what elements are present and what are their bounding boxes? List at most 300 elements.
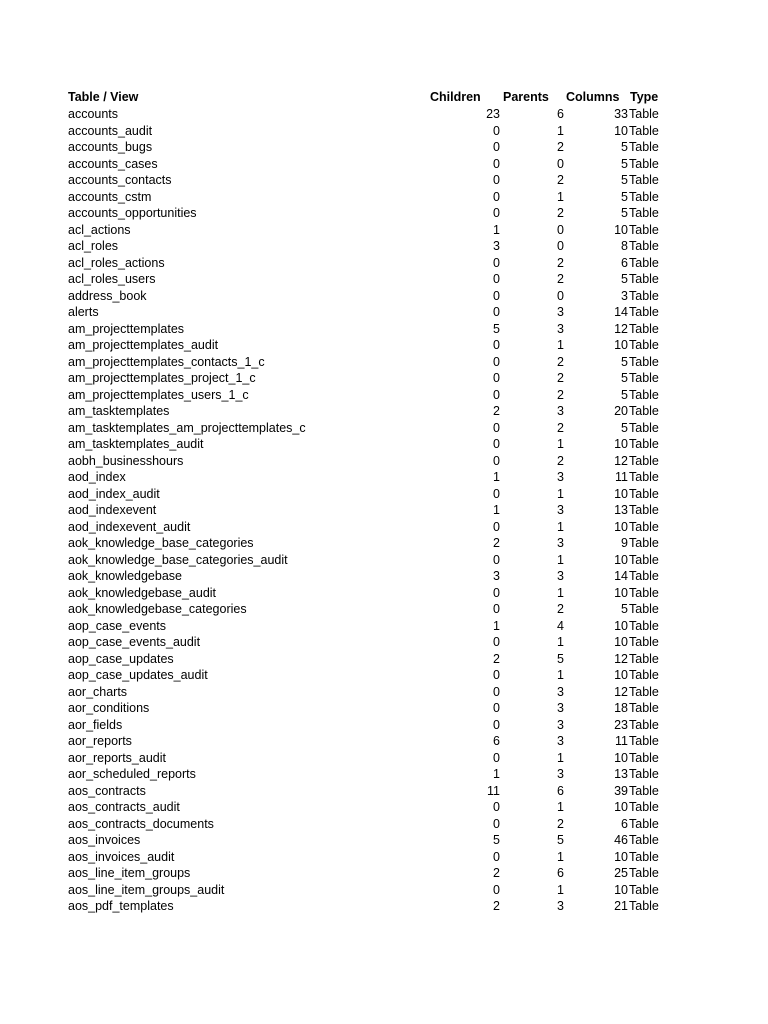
row-children: 0 bbox=[493, 717, 500, 732]
row-columns: 10 bbox=[614, 437, 628, 451]
row-name: aor_conditions bbox=[68, 701, 150, 715]
row-parents: 4 bbox=[557, 618, 564, 633]
row-children: 1 bbox=[493, 222, 500, 237]
table-row bbox=[68, 403, 668, 420]
row-columns: 5 bbox=[621, 189, 628, 204]
row-type: Table bbox=[629, 239, 659, 253]
row-parents: 3 bbox=[557, 305, 564, 319]
row-children: 0 bbox=[493, 156, 500, 171]
row-parents: 1 bbox=[557, 486, 564, 501]
row-type: Table bbox=[629, 866, 659, 880]
row-parents: 2 bbox=[557, 272, 564, 286]
row-name: aop_case_updates_audit bbox=[68, 668, 208, 682]
row-children: 0 bbox=[493, 288, 500, 303]
row-columns: 9 bbox=[621, 536, 628, 550]
row-parents: 1 bbox=[557, 519, 564, 534]
row-columns: 5 bbox=[621, 206, 628, 220]
row-type: Table bbox=[629, 816, 659, 831]
row-columns: 11 bbox=[615, 734, 628, 748]
table-row bbox=[68, 700, 668, 717]
row-columns: 14 bbox=[614, 305, 628, 319]
row-type: Table bbox=[629, 470, 659, 484]
row-columns: 14 bbox=[614, 569, 628, 583]
row-children: 0 bbox=[493, 602, 500, 616]
row-parents: 3 bbox=[557, 503, 564, 517]
row-type: Table bbox=[629, 882, 659, 897]
row-name: alerts bbox=[68, 305, 99, 319]
row-children: 0 bbox=[493, 800, 500, 814]
row-name: am_projecttemplates_audit bbox=[68, 338, 219, 352]
row-type: Table bbox=[629, 206, 659, 220]
row-type: Table bbox=[629, 288, 659, 303]
table-row bbox=[68, 172, 668, 189]
table-row bbox=[68, 288, 668, 305]
row-name: aod_index bbox=[68, 470, 126, 484]
table-row bbox=[68, 882, 668, 899]
row-name: aok_knowledge_base_categories_audit bbox=[68, 552, 288, 567]
table-row bbox=[68, 898, 668, 915]
row-parents: 2 bbox=[557, 173, 564, 187]
row-parents: 2 bbox=[557, 140, 564, 154]
row-children: 11 bbox=[487, 783, 500, 798]
row-children: 0 bbox=[493, 371, 500, 385]
row-columns: 10 bbox=[614, 585, 628, 600]
row-parents: 2 bbox=[557, 371, 564, 385]
row-type: Table bbox=[629, 420, 659, 435]
row-name: aos_line_item_groups bbox=[68, 866, 191, 880]
row-parents: 1 bbox=[557, 635, 564, 649]
row-parents: 1 bbox=[557, 189, 564, 204]
row-type: Table bbox=[629, 800, 659, 814]
row-parents: 6 bbox=[557, 783, 564, 798]
row-parents: 3 bbox=[557, 734, 564, 748]
row-children: 2 bbox=[493, 899, 500, 913]
row-name: aok_knowledgebase bbox=[68, 569, 182, 583]
row-type: Table bbox=[629, 585, 659, 600]
row-type: Table bbox=[629, 321, 659, 336]
row-parents: 3 bbox=[557, 470, 564, 484]
row-children: 0 bbox=[493, 519, 500, 534]
row-children: 5 bbox=[493, 321, 500, 336]
row-parents: 2 bbox=[557, 602, 564, 616]
row-type: Table bbox=[629, 437, 659, 451]
table-row bbox=[68, 321, 668, 338]
row-children: 0 bbox=[493, 684, 500, 699]
row-type: Table bbox=[629, 338, 659, 352]
table-row bbox=[68, 733, 668, 750]
row-children: 0 bbox=[493, 585, 500, 600]
row-type: Table bbox=[629, 404, 659, 418]
row-children: 1 bbox=[493, 618, 500, 633]
row-type: Table bbox=[629, 833, 659, 847]
table-header-row bbox=[68, 89, 668, 106]
row-parents: 3 bbox=[557, 717, 564, 732]
row-children: 0 bbox=[493, 123, 500, 138]
row-name: accounts_opportunities bbox=[68, 206, 197, 220]
row-columns: 10 bbox=[614, 618, 628, 633]
row-type: Table bbox=[629, 734, 659, 748]
row-name: am_tasktemplates bbox=[68, 404, 170, 418]
row-parents: 2 bbox=[557, 354, 564, 369]
row-name: am_tasktemplates_audit bbox=[68, 437, 204, 451]
table-row bbox=[68, 337, 668, 354]
row-children: 0 bbox=[493, 437, 500, 451]
row-columns: 5 bbox=[621, 173, 628, 187]
row-parents: 0 bbox=[557, 239, 564, 253]
row-parents: 1 bbox=[557, 668, 564, 682]
row-parents: 0 bbox=[557, 288, 564, 303]
header-children: Children bbox=[430, 90, 481, 104]
row-parents: 3 bbox=[557, 536, 564, 550]
row-columns: 5 bbox=[621, 387, 628, 402]
row-children: 1 bbox=[493, 470, 500, 484]
row-parents: 3 bbox=[557, 899, 564, 913]
row-parents: 1 bbox=[557, 800, 564, 814]
row-name: aor_reports bbox=[68, 734, 132, 748]
row-columns: 21 bbox=[614, 899, 628, 913]
row-columns: 5 bbox=[621, 156, 628, 171]
row-columns: 8 bbox=[621, 239, 628, 253]
row-name: accounts_cstm bbox=[68, 189, 152, 204]
row-name: aok_knowledge_base_categories bbox=[68, 536, 254, 550]
row-parents: 2 bbox=[557, 387, 564, 402]
row-columns: 13 bbox=[614, 503, 628, 517]
row-type: Table bbox=[629, 783, 659, 798]
row-parents: 3 bbox=[557, 569, 564, 583]
row-name: aod_indexevent_audit bbox=[68, 519, 191, 534]
row-type: Table bbox=[629, 684, 659, 699]
row-type: Table bbox=[629, 305, 659, 319]
row-name: accounts_bugs bbox=[68, 140, 153, 154]
row-parents: 5 bbox=[557, 651, 564, 666]
row-columns: 6 bbox=[621, 816, 628, 831]
row-parents: 2 bbox=[557, 206, 564, 220]
table-row bbox=[68, 271, 668, 288]
row-children: 0 bbox=[493, 140, 500, 154]
table-row bbox=[68, 420, 668, 437]
row-children: 1 bbox=[493, 767, 500, 781]
row-name: accounts_cases bbox=[68, 156, 158, 171]
row-name: aos_invoices bbox=[68, 833, 141, 847]
row-parents: 2 bbox=[557, 255, 564, 270]
row-type: Table bbox=[629, 717, 659, 732]
row-parents: 3 bbox=[557, 684, 564, 699]
table-row bbox=[68, 832, 668, 849]
row-name: aop_case_events_audit bbox=[68, 635, 201, 649]
row-parents: 3 bbox=[557, 767, 564, 781]
table-row bbox=[68, 436, 668, 453]
row-parents: 1 bbox=[557, 338, 564, 352]
row-children: 3 bbox=[493, 239, 500, 253]
row-columns: 39 bbox=[614, 783, 628, 798]
row-columns: 10 bbox=[614, 338, 628, 352]
table-row bbox=[68, 667, 668, 684]
row-parents: 2 bbox=[557, 816, 564, 831]
row-parents: 3 bbox=[557, 701, 564, 715]
row-type: Table bbox=[629, 552, 659, 567]
row-type: Table bbox=[629, 519, 659, 534]
row-children: 0 bbox=[493, 354, 500, 369]
row-parents: 1 bbox=[557, 552, 564, 567]
row-columns: 20 bbox=[614, 404, 628, 418]
row-type: Table bbox=[629, 536, 659, 550]
row-parents: 1 bbox=[557, 849, 564, 864]
row-type: Table bbox=[629, 140, 659, 154]
table-row bbox=[68, 304, 668, 321]
table-row bbox=[68, 618, 668, 635]
row-columns: 46 bbox=[614, 833, 628, 847]
table-row bbox=[68, 469, 668, 486]
row-parents: 3 bbox=[557, 404, 564, 418]
row-children: 0 bbox=[493, 849, 500, 864]
row-name: acl_roles_actions bbox=[68, 255, 165, 270]
row-children: 0 bbox=[493, 206, 500, 220]
row-children: 0 bbox=[493, 338, 500, 352]
row-name: aop_case_events bbox=[68, 618, 166, 633]
row-type: Table bbox=[629, 156, 659, 171]
row-type: Table bbox=[629, 107, 659, 121]
row-parents: 2 bbox=[557, 453, 564, 468]
row-type: Table bbox=[629, 635, 659, 649]
row-name: aok_knowledgebase_audit bbox=[68, 585, 217, 600]
table-row bbox=[68, 865, 668, 882]
row-children: 0 bbox=[493, 816, 500, 831]
row-columns: 10 bbox=[614, 123, 628, 138]
row-type: Table bbox=[629, 899, 659, 913]
row-children: 2 bbox=[493, 651, 500, 666]
row-columns: 33 bbox=[614, 107, 628, 121]
table-row bbox=[68, 601, 668, 618]
row-name: am_tasktemplates_am_projecttemplates_c bbox=[68, 420, 306, 435]
row-parents: 1 bbox=[557, 750, 564, 765]
row-name: aos_contracts_audit bbox=[68, 800, 180, 814]
table-row bbox=[68, 634, 668, 651]
table-row bbox=[68, 519, 668, 536]
row-columns: 12 bbox=[614, 453, 628, 468]
row-type: Table bbox=[629, 767, 659, 781]
table-body bbox=[68, 106, 668, 915]
header-table-view: Table / View bbox=[68, 90, 139, 104]
row-columns: 10 bbox=[614, 635, 628, 649]
row-children: 0 bbox=[493, 750, 500, 765]
row-children: 23 bbox=[486, 107, 500, 121]
table-row bbox=[68, 453, 668, 470]
row-name: am_projecttemplates bbox=[68, 321, 185, 336]
row-type: Table bbox=[629, 387, 659, 402]
table-list bbox=[68, 89, 668, 915]
table-row bbox=[68, 552, 668, 569]
table-row bbox=[68, 816, 668, 833]
header-columns: Columns bbox=[566, 90, 620, 104]
row-type: Table bbox=[629, 354, 659, 369]
row-type: Table bbox=[629, 750, 659, 765]
row-type: Table bbox=[629, 189, 659, 204]
row-parents: 1 bbox=[557, 882, 564, 897]
row-name: am_projecttemplates_users_1_c bbox=[68, 387, 249, 402]
row-parents: 5 bbox=[557, 833, 564, 847]
row-name: acl_roles_users bbox=[68, 272, 156, 286]
row-children: 0 bbox=[493, 668, 500, 682]
row-columns: 23 bbox=[614, 717, 628, 732]
table-row bbox=[68, 205, 668, 222]
row-columns: 3 bbox=[621, 288, 628, 303]
table-row bbox=[68, 123, 668, 140]
table-row bbox=[68, 585, 668, 602]
row-name: aop_case_updates bbox=[68, 651, 174, 666]
row-name: accounts_contacts bbox=[68, 173, 172, 187]
table-row bbox=[68, 502, 668, 519]
table-row bbox=[68, 486, 668, 503]
row-columns: 6 bbox=[621, 255, 628, 270]
row-name: acl_actions bbox=[68, 222, 131, 237]
row-columns: 10 bbox=[614, 668, 628, 682]
row-columns: 25 bbox=[614, 866, 628, 880]
row-columns: 10 bbox=[614, 849, 628, 864]
row-columns: 5 bbox=[621, 354, 628, 369]
row-children: 0 bbox=[493, 387, 500, 402]
table-row bbox=[68, 684, 668, 701]
table-row bbox=[68, 766, 668, 783]
row-parents: 1 bbox=[557, 123, 564, 138]
table-row bbox=[68, 387, 668, 404]
row-type: Table bbox=[629, 173, 659, 187]
row-type: Table bbox=[629, 668, 659, 682]
row-children: 0 bbox=[493, 701, 500, 715]
row-children: 0 bbox=[493, 189, 500, 204]
row-columns: 10 bbox=[614, 486, 628, 501]
row-children: 0 bbox=[493, 272, 500, 286]
row-type: Table bbox=[629, 701, 659, 715]
row-name: aos_invoices_audit bbox=[68, 849, 175, 864]
row-columns: 18 bbox=[614, 701, 628, 715]
table-row bbox=[68, 717, 668, 734]
row-columns: 12 bbox=[614, 684, 628, 699]
row-name: aor_scheduled_reports bbox=[68, 767, 196, 781]
row-parents: 2 bbox=[557, 420, 564, 435]
table-row bbox=[68, 189, 668, 206]
row-name: aor_reports_audit bbox=[68, 750, 166, 765]
row-children: 0 bbox=[493, 420, 500, 435]
row-type: Table bbox=[629, 618, 659, 633]
row-columns: 10 bbox=[614, 800, 628, 814]
row-name: am_projecttemplates_project_1_c bbox=[68, 371, 256, 385]
row-parents: 6 bbox=[557, 107, 564, 121]
header-type: Type bbox=[630, 90, 659, 104]
row-children: 0 bbox=[493, 882, 500, 897]
row-columns: 10 bbox=[614, 222, 628, 237]
row-columns: 5 bbox=[621, 420, 628, 435]
row-type: Table bbox=[629, 849, 659, 864]
row-columns: 5 bbox=[621, 602, 628, 616]
row-name: aos_contracts bbox=[68, 783, 146, 798]
row-children: 2 bbox=[493, 536, 500, 550]
row-name: aod_index_audit bbox=[68, 486, 160, 501]
table-row bbox=[68, 849, 668, 866]
row-children: 0 bbox=[493, 173, 500, 187]
row-name: am_projecttemplates_contacts_1_c bbox=[68, 354, 265, 369]
table-row bbox=[68, 783, 668, 800]
row-columns: 13 bbox=[614, 767, 628, 781]
row-children: 0 bbox=[493, 552, 500, 567]
row-children: 2 bbox=[493, 866, 500, 880]
table-row bbox=[68, 222, 668, 239]
row-name: address_book bbox=[68, 288, 147, 303]
row-children: 0 bbox=[493, 255, 500, 270]
row-columns: 10 bbox=[614, 519, 628, 534]
row-children: 0 bbox=[493, 486, 500, 501]
row-children: 0 bbox=[493, 453, 500, 468]
row-children: 2 bbox=[493, 404, 500, 418]
row-type: Table bbox=[629, 123, 659, 138]
row-columns: 5 bbox=[621, 272, 628, 286]
row-children: 6 bbox=[493, 734, 500, 748]
row-name: aobh_businesshours bbox=[68, 453, 184, 468]
row-name: aod_indexevent bbox=[68, 503, 157, 517]
row-children: 0 bbox=[493, 635, 500, 649]
table-row bbox=[68, 799, 668, 816]
row-type: Table bbox=[629, 371, 659, 385]
row-columns: 10 bbox=[614, 750, 628, 765]
table-row bbox=[68, 535, 668, 552]
row-type: Table bbox=[629, 255, 659, 270]
row-type: Table bbox=[629, 503, 659, 517]
row-parents: 0 bbox=[557, 156, 564, 171]
row-children: 0 bbox=[493, 305, 500, 319]
row-name: aok_knowledgebase_categories bbox=[68, 602, 247, 616]
row-name: accounts_audit bbox=[68, 123, 153, 138]
row-name: aos_contracts_documents bbox=[68, 816, 214, 831]
table-row bbox=[68, 156, 668, 173]
row-type: Table bbox=[629, 222, 659, 237]
table-row bbox=[68, 750, 668, 767]
row-columns: 5 bbox=[621, 140, 628, 154]
table-row bbox=[68, 255, 668, 272]
row-columns: 10 bbox=[614, 552, 628, 567]
row-children: 5 bbox=[493, 833, 500, 847]
row-type: Table bbox=[629, 602, 659, 616]
row-name: aos_line_item_groups_audit bbox=[68, 882, 225, 897]
row-name: aor_fields bbox=[68, 717, 123, 732]
row-type: Table bbox=[629, 486, 659, 501]
row-type: Table bbox=[629, 453, 659, 468]
row-parents: 6 bbox=[557, 866, 564, 880]
header-parents: Parents bbox=[503, 90, 549, 104]
table-row bbox=[68, 354, 668, 371]
table-row bbox=[68, 106, 668, 123]
table-row bbox=[68, 568, 668, 585]
row-children: 1 bbox=[493, 503, 500, 517]
row-columns: 5 bbox=[621, 371, 628, 385]
row-type: Table bbox=[629, 272, 659, 286]
row-columns: 11 bbox=[615, 470, 628, 484]
row-parents: 0 bbox=[557, 222, 564, 237]
table-row bbox=[68, 651, 668, 668]
row-type: Table bbox=[629, 569, 659, 583]
row-children: 3 bbox=[493, 569, 500, 583]
row-columns: 12 bbox=[614, 321, 628, 336]
table-row bbox=[68, 139, 668, 156]
table-row bbox=[68, 370, 668, 387]
table-row bbox=[68, 238, 668, 255]
row-name: accounts bbox=[68, 107, 119, 121]
row-columns: 10 bbox=[614, 882, 628, 897]
row-parents: 3 bbox=[557, 321, 564, 336]
row-parents: 1 bbox=[557, 437, 564, 451]
row-parents: 1 bbox=[557, 585, 564, 600]
row-name: aor_charts bbox=[68, 684, 128, 699]
row-name: acl_roles bbox=[68, 239, 119, 253]
row-name: aos_pdf_templates bbox=[68, 899, 174, 913]
